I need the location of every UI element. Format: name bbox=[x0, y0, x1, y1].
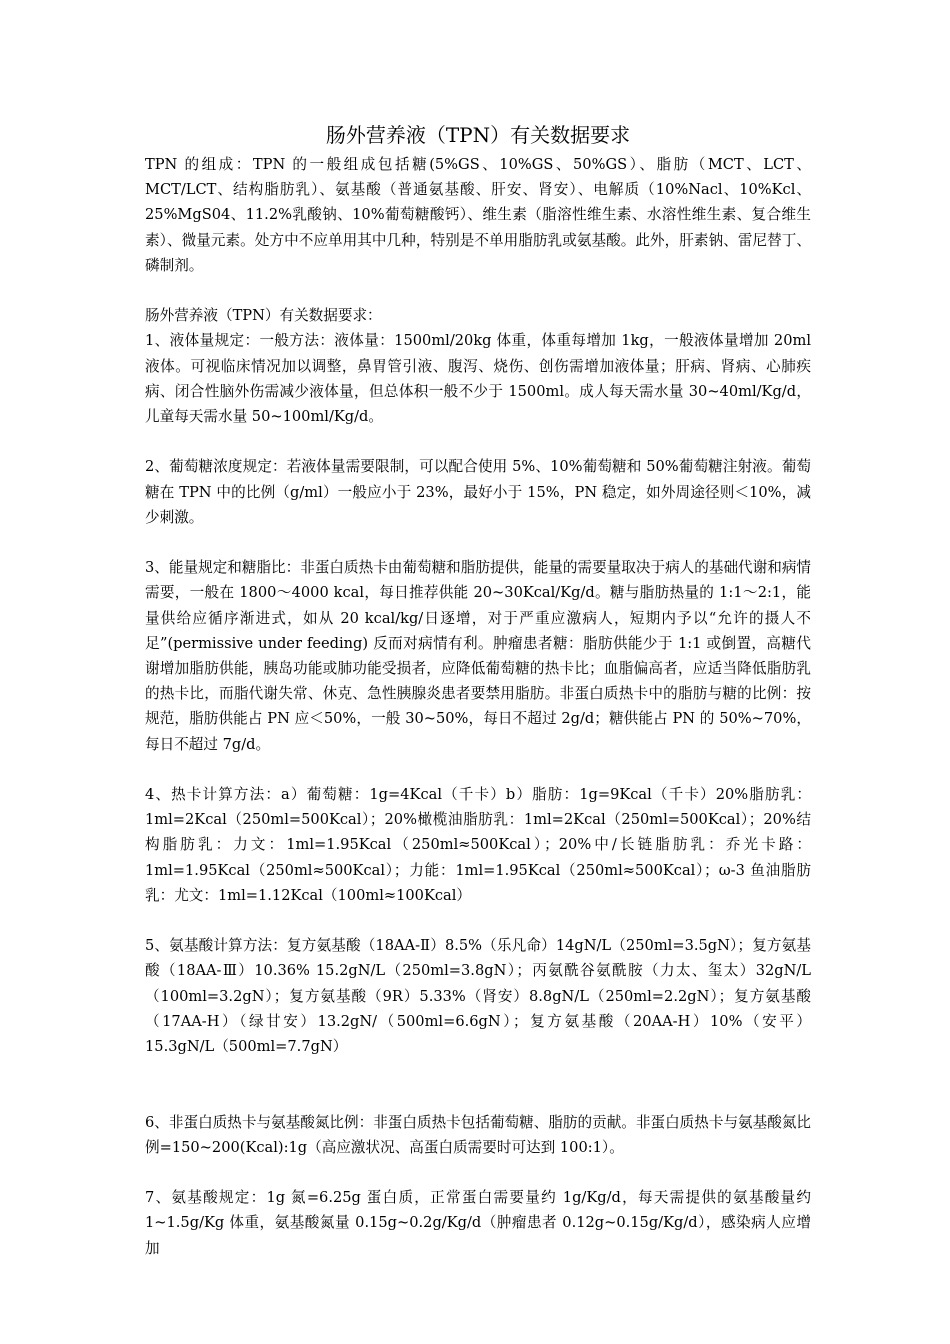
item-liquid-volume: 1、液体量规定：一般方法：液体量：1500ml/20kg 体重，体重每增加 1kg，一般液体量增加 20ml 液体。可视临床情况加以调整，鼻胃管引液、腹泻、烧伤、创伤需增加液体量；肝病、肾病、心肺疾病、闭合性脑外伤需减少液体量，但总体积一般不少于 1500ml。成人每天需水量 30~40ml/Kg/d，儿童每天需水量 50~100ml/Kg/d。 bbox=[145, 332, 811, 426]
item-amino-acid-requirement: 7、氨基酸规定：1g 氮=6.25g 蛋白质，正常蛋白需要量约 1g/Kg/d，每天需提供的氨基酸量约 1~1.5g/Kg 体重，氨基酸氮量 0.15g~0.2g/Kg/d（肿瘤患者 0.12g~0.15g/Kg/d），感染病人应增加 bbox=[145, 1189, 811, 1257]
paragraph-spacer bbox=[145, 757, 811, 782]
paragraph-spacer bbox=[145, 278, 811, 303]
paragraph-spacer bbox=[145, 1160, 811, 1185]
paragraph-spacer bbox=[145, 1059, 811, 1109]
paragraph-spacer bbox=[145, 908, 811, 933]
item-calorie-calculation: 4、热卡计算方法：a）葡萄糖：1g=4Kcal（千卡）b）脂肪：1g=9Kcal（千卡）20%脂肪乳：1ml=2Kcal（250ml=500Kcal）；20%橄榄油脂肪乳：1ml=2Kcal（250ml=500Kcal）；20%结构脂肪乳：力文：1ml=1.95Kcal（250ml≈500Kcal）；20%中/长链脂肪乳：乔光卡路：1ml=1.95Kcal（250ml≈500Kcal）；力能：1ml=1.95Kcal（250ml≈500Kcal）；ω-3 鱼油脂肪乳：尤文：1ml=1.12Kcal（100ml≈100Kcal） bbox=[145, 786, 811, 904]
item-energy-ratio: 3、能量规定和糖脂比：非蛋白质热卡由葡萄糖和脂肪提供，能量的需要量取决于病人的基础代谢和病情需要，一般在 1800～4000 kcal，每日推荐供能 20~30Kcal/Kg/d。糖与脂肪热量的 1:1～2:1，能量供给应循序渐进式，如从 20 kcal/kg/日逐增，对于严重应激病人，短期内予以“允许的摄人不足”(permissive under feeding) 反而对病情有利。肿瘤患者糖：脂肪供能少于 1:1 或倒置，高糖代谢增加脂肪供能，胰岛功能或肺功能受损者，应降低葡萄糖的热卡比；血脂偏高者，应适当降低脂肪乳的热卡比，而脂代谢失常、休克、急性胰腺炎患者要禁用脂肪。非蛋白质热卡中的脂肪与糖的比例：按规范，脂肪供能占 PN 应＜50%，一般 30~50%，每日不超过 2g/d；糖供能占 PN 的 50%~70%，每日不超过 7g/d。 bbox=[145, 559, 812, 753]
document-title: 肠外营养液（TPN）有关数据要求 bbox=[325, 123, 631, 147]
item-glucose-concentration: 2、葡萄糖浓度规定：若液体量需要限制，可以配合使用 5%、10%葡萄糖和 50%葡萄糖注射液。葡萄糖在 TPN 中的比例（g/ml）一般应小于 23%，最好小于 15%，PN 稳定，如外周途径则＜10%，减少刺激。 bbox=[145, 458, 811, 526]
paragraph-spacer bbox=[145, 530, 811, 555]
section-heading: 肠外营养液（TPN）有关数据要求： bbox=[145, 307, 382, 325]
composition-paragraph: TPN 的组成：TPN 的一般组成包括糖(5%GS、10%GS、50%GS）、脂肪（MCT、LCT、MCT/LCT、结构脂肪乳）、氨基酸（普通氨基酸、肝安、肾安）、电解质（10%Nacl、10%Kcl、25%MgS04、11.2%乳酸钠、10%葡萄糖酸钙）、维生素（脂溶性维生素、水溶性维生素、复合维生素）、微量元素。处方中不应单用其中几种，特别是不单用脂肪乳或氨基酸。此外，肝素钠、雷尼替丁、磷制剂。 bbox=[145, 156, 811, 274]
item-calorie-nitrogen-ratio: 6、非蛋白质热卡与氨基酸氮比例：非蛋白质热卡包括葡萄糖、脂肪的贡献。非蛋白质热卡与氨基酸氮比例=150~200(Kcal):1g（高应激状况、高蛋白质需要时可达到 100:1）。 bbox=[145, 1113, 812, 1156]
paragraph-spacer bbox=[145, 429, 811, 454]
document-page bbox=[145, 118, 811, 1261]
item-amino-acid-calculation: 5、氨基酸计算方法：复方氨基酸（18AA-Ⅱ）8.5%（乐凡命）14gN/L（250ml=3.5gN）；复方氨基酸（18AA-Ⅲ）10.36% 15.2gN/L（250ml=3.8gN）；丙氨酰谷氨酰胺（力太、玺太）32gN/L（100ml=3.2gN）；复方氨基酸（9R）5.33%（肾安）8.8gN/L（250ml=2.2gN）；复方氨基酸（17AA-H）（绿甘安）13.2gN/（500ml=6.6gN）；复方氨基酸（20AA-H）10%（安平）15.3gN/L（500ml=7.7gN） bbox=[145, 937, 811, 1056]
